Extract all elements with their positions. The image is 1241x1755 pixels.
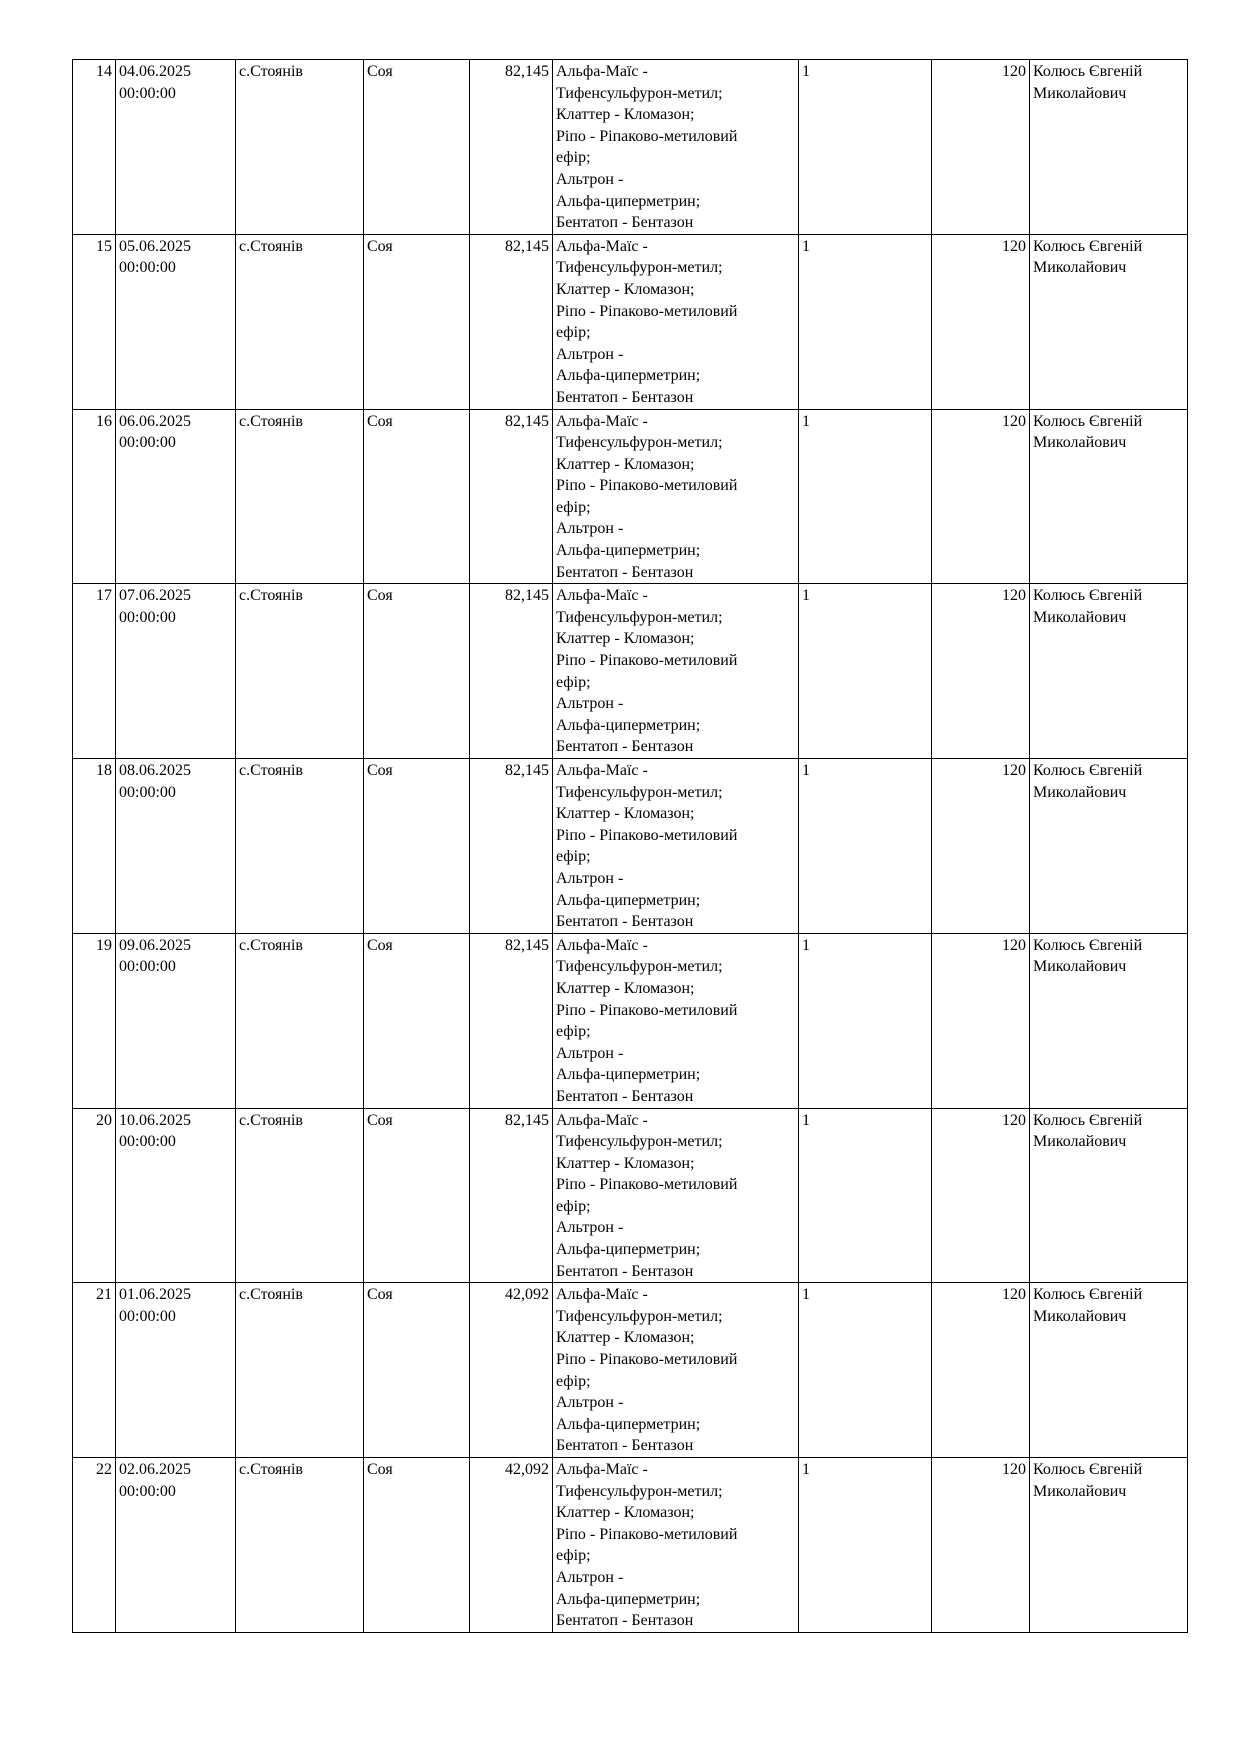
person-name: Колюсь Євгеній Миколайович: [1033, 936, 1143, 976]
table-body: [73, 60, 1188, 1633]
row-number: 22: [96, 1461, 112, 1478]
rate-cell: [932, 584, 1030, 759]
area-value: 42,092: [505, 1286, 549, 1304]
product-line: Альфа-циперметрин;: [556, 542, 701, 560]
product-line: Альфа-циперметрин;: [556, 1241, 701, 1259]
person-name: Колюсь Євгеній Миколайович: [1033, 587, 1143, 626]
rate-value: 120: [1002, 1111, 1026, 1129]
person-cell: [1030, 60, 1188, 235]
time-value: 00:00:00: [119, 1133, 176, 1151]
row-number: 17: [96, 587, 112, 605]
count-cell: [799, 759, 932, 934]
product-line: Альтрон -: [556, 695, 624, 713]
crop-cell: [364, 1458, 470, 1633]
time-value: 00:00:00: [119, 1307, 176, 1325]
product-line: Тифенсульфурон-метил;: [556, 84, 723, 102]
product-line: Тифенсульфурон-метил;: [556, 434, 723, 452]
product-line: Тифенсульфурон-метил;: [556, 1133, 723, 1151]
rate-value: 120: [1002, 587, 1026, 605]
product-line: ефір;: [556, 673, 591, 691]
area-cell: [470, 234, 553, 409]
crop-cell: [364, 1108, 470, 1283]
rate-cell: [932, 933, 1030, 1108]
products-cell: [553, 409, 799, 584]
crop-value: Соя: [367, 412, 393, 430]
crop-value: Соя: [367, 587, 393, 605]
time-value: 00:00:00: [119, 783, 176, 801]
date-cell: [116, 60, 236, 235]
rate-cell: [932, 1108, 1030, 1283]
product-line: Клаттер - Кломазон;: [556, 1329, 695, 1347]
person-name: Колюсь Євгеній Миколайович: [1033, 1461, 1143, 1500]
table-row: [73, 234, 1188, 409]
area-value: 82,145: [505, 63, 549, 80]
products-cell: [553, 1458, 799, 1633]
product-line: Альфа-Маїс -: [556, 412, 648, 430]
person-cell: [1030, 933, 1188, 1108]
rate-cell: [932, 759, 1030, 934]
product-line: Альфа-Маїс -: [556, 587, 648, 605]
table-row: [73, 759, 1188, 934]
product-line: Тифенсульфурон-метил;: [556, 783, 723, 801]
treatment-register-table: [72, 59, 1188, 1633]
product-line: Ріпо - Ріпаково-метиловий: [556, 302, 738, 320]
village-value: с.Стоянів: [239, 63, 303, 80]
crop-cell: [364, 933, 470, 1108]
row-number: 20: [96, 1111, 112, 1129]
date-value: 02.06.2025: [119, 1461, 191, 1478]
date-value: 10.06.2025: [119, 1111, 191, 1129]
document-page: [72, 59, 1187, 1633]
count-value: 1: [802, 63, 810, 80]
product-line: ефір;: [556, 498, 591, 516]
product-line: Альфа-Маїс -: [556, 936, 648, 954]
date-value: 09.06.2025: [119, 936, 191, 954]
area-value: 82,145: [505, 412, 549, 430]
product-line: Альфа-циперметрин;: [556, 1590, 701, 1608]
product-line: Ріпо - Ріпаково-метиловий: [556, 826, 738, 844]
product-line: Альфа-Маїс -: [556, 63, 648, 80]
crop-cell: [364, 60, 470, 235]
area-cell: [470, 1108, 553, 1283]
product-line: Альтрон -: [556, 345, 624, 363]
product-line: Альфа-циперметрин;: [556, 716, 701, 734]
table-row: [73, 1458, 1188, 1633]
village-cell: [236, 584, 364, 759]
product-line: Альфа-циперметрин;: [556, 367, 701, 385]
time-value: 00:00:00: [119, 958, 176, 976]
count-value: 1: [802, 1111, 810, 1129]
product-line: Клаттер - Кломазон;: [556, 1504, 695, 1522]
person-name: Колюсь Євгеній Миколайович: [1033, 1286, 1143, 1325]
product-line: Клаттер - Кломазон;: [556, 805, 695, 823]
area-cell: [470, 759, 553, 934]
product-line: Клаттер - Кломазон;: [556, 1154, 695, 1172]
person-name: Колюсь Євгеній Миколайович: [1033, 762, 1143, 801]
product-line: Тифенсульфурон-метил;: [556, 958, 723, 976]
product-line: Альфа-циперметрин;: [556, 1066, 701, 1084]
rate-value: 120: [1002, 1461, 1026, 1478]
product-line: Альфа-Маїс -: [556, 762, 648, 779]
crop-cell: [364, 234, 470, 409]
count-cell: [799, 933, 932, 1108]
product-line: Альтрон -: [556, 520, 624, 538]
time-value: 00:00:00: [119, 259, 176, 277]
rate-cell: [932, 60, 1030, 235]
date-value: 08.06.2025: [119, 762, 191, 779]
product-line: Альтрон -: [556, 869, 624, 887]
product-line: Альфа-Маїс -: [556, 1111, 648, 1129]
row-number-cell: [73, 933, 116, 1108]
date-cell: [116, 1283, 236, 1458]
village-value: с.Стоянів: [239, 762, 303, 779]
product-line: Ріпо - Ріпаково-метиловий: [556, 127, 738, 145]
product-line: Ріпо - Ріпаково-метиловий: [556, 1176, 738, 1194]
area-value: 82,145: [505, 762, 549, 779]
village-cell: [236, 234, 364, 409]
area-value: 82,145: [505, 237, 549, 255]
area-cell: [470, 933, 553, 1108]
row-number-cell: [73, 409, 116, 584]
table-row: [73, 933, 1188, 1108]
area-cell: [470, 60, 553, 235]
person-name: Колюсь Євгеній Миколайович: [1033, 1111, 1143, 1151]
rate-value: 120: [1002, 412, 1026, 430]
row-number-cell: [73, 1283, 116, 1458]
product-line: Альфа-Маїс -: [556, 1461, 648, 1478]
village-cell: [236, 933, 364, 1108]
product-line: ефір;: [556, 848, 591, 866]
count-cell: [799, 409, 932, 584]
products-cell: [553, 234, 799, 409]
count-cell: [799, 1283, 932, 1458]
crop-value: Соя: [367, 237, 393, 255]
date-cell: [116, 234, 236, 409]
crop-value: Соя: [367, 936, 393, 954]
count-cell: [799, 1108, 932, 1283]
row-number: 15: [96, 237, 112, 255]
time-value: 00:00:00: [119, 1482, 176, 1500]
row-number-cell: [73, 1108, 116, 1283]
date-value: 01.06.2025: [119, 1286, 191, 1304]
table-row: [73, 60, 1188, 235]
product-line: Тифенсульфурон-метил;: [556, 1482, 723, 1500]
area-value: 82,145: [505, 587, 549, 605]
product-line: Альфа-циперметрин;: [556, 891, 701, 909]
row-number-cell: [73, 584, 116, 759]
row-number-cell: [73, 234, 116, 409]
product-line: Клаттер - Кломазон;: [556, 630, 695, 648]
rate-value: 120: [1002, 936, 1026, 954]
product-line: Бентатоп - Бентазон: [556, 1262, 694, 1280]
person-name: Колюсь Євгеній Миколайович: [1033, 412, 1143, 452]
product-line: Бентатоп - Бентазон: [556, 1087, 694, 1105]
person-cell: [1030, 759, 1188, 934]
product-line: Тифенсульфурон-метил;: [556, 608, 723, 626]
date-cell: [116, 409, 236, 584]
crop-cell: [364, 409, 470, 584]
date-value: 07.06.2025: [119, 587, 191, 605]
product-line: ефір;: [556, 324, 591, 342]
time-value: 00:00:00: [119, 608, 176, 626]
date-value: 06.06.2025: [119, 412, 191, 430]
product-line: ефір;: [556, 149, 591, 167]
area-value: 82,145: [505, 1111, 549, 1129]
rate-cell: [932, 1458, 1030, 1633]
area-cell: [470, 584, 553, 759]
area-cell: [470, 1458, 553, 1633]
area-value: 82,145: [505, 936, 549, 954]
row-number: 14: [96, 63, 112, 80]
product-line: Ріпо - Ріпаково-метиловий: [556, 477, 738, 495]
crop-cell: [364, 1283, 470, 1458]
village-cell: [236, 60, 364, 235]
row-number: 21: [96, 1286, 112, 1304]
rate-value: 120: [1002, 762, 1026, 779]
products-cell: [553, 933, 799, 1108]
product-line: Клаттер - Кломазон;: [556, 106, 695, 124]
person-cell: [1030, 1283, 1188, 1458]
product-line: Альтрон -: [556, 1044, 624, 1062]
table-row: [73, 1108, 1188, 1283]
product-line: Альтрон -: [556, 1394, 624, 1412]
count-value: 1: [802, 762, 810, 779]
product-line: Бентатоп - Бентазон: [556, 563, 694, 581]
crop-cell: [364, 584, 470, 759]
product-line: Альфа-циперметрин;: [556, 1415, 701, 1433]
count-cell: [799, 234, 932, 409]
date-value: 05.06.2025: [119, 237, 191, 255]
row-number: 16: [96, 412, 112, 430]
product-line: Ріпо - Ріпаково-метиловий: [556, 1351, 738, 1369]
village-value: с.Стоянів: [239, 1111, 303, 1129]
row-number: 18: [96, 762, 112, 779]
village-cell: [236, 409, 364, 584]
count-cell: [799, 1458, 932, 1633]
village-cell: [236, 759, 364, 934]
village-cell: [236, 1108, 364, 1283]
village-value: с.Стоянів: [239, 587, 303, 605]
crop-value: Соя: [367, 762, 393, 779]
products-cell: [553, 1283, 799, 1458]
product-line: Клаттер - Кломазон;: [556, 979, 695, 997]
product-line: Альфа-Маїс -: [556, 1286, 648, 1304]
products-cell: [553, 759, 799, 934]
person-name: Колюсь Євгеній Миколайович: [1033, 237, 1143, 277]
village-value: с.Стоянів: [239, 1286, 303, 1304]
product-line: Альтрон -: [556, 170, 624, 188]
count-value: 1: [802, 1286, 810, 1304]
table-row: [73, 584, 1188, 759]
product-line: Тифенсульфурон-метил;: [556, 1307, 723, 1325]
product-line: Альтрон -: [556, 1568, 624, 1586]
product-line: ефір;: [556, 1547, 591, 1565]
product-line: Бентатоп - Бентазон: [556, 913, 694, 931]
row-number: 19: [96, 936, 112, 954]
count-value: 1: [802, 1461, 810, 1478]
date-cell: [116, 1458, 236, 1633]
product-line: Клаттер - Кломазон;: [556, 280, 695, 298]
person-cell: [1030, 584, 1188, 759]
product-line: Альтрон -: [556, 1219, 624, 1237]
rate-cell: [932, 234, 1030, 409]
product-line: ефір;: [556, 1197, 591, 1215]
person-cell: [1030, 1108, 1188, 1283]
rate-cell: [932, 1283, 1030, 1458]
person-cell: [1030, 1458, 1188, 1633]
date-cell: [116, 584, 236, 759]
product-line: Альфа-Маїс -: [556, 237, 648, 255]
row-number-cell: [73, 759, 116, 934]
row-number-cell: [73, 60, 116, 235]
area-cell: [470, 409, 553, 584]
person-name: Колюсь Євгеній Миколайович: [1033, 63, 1143, 102]
time-value: 00:00:00: [119, 84, 176, 102]
crop-value: Соя: [367, 1286, 393, 1304]
product-line: ефір;: [556, 1023, 591, 1041]
date-cell: [116, 1108, 236, 1283]
products-cell: [553, 60, 799, 235]
row-number-cell: [73, 1458, 116, 1633]
rate-value: 120: [1002, 237, 1026, 255]
crop-value: Соя: [367, 63, 393, 80]
crop-cell: [364, 759, 470, 934]
product-line: Бентатоп - Бентазон: [556, 214, 694, 232]
product-line: Альфа-циперметрин;: [556, 192, 701, 210]
date-cell: [116, 759, 236, 934]
product-line: Ріпо - Ріпаково-метиловий: [556, 652, 738, 670]
time-value: 00:00:00: [119, 434, 176, 452]
count-cell: [799, 60, 932, 235]
crop-value: Соя: [367, 1461, 393, 1478]
product-line: Ріпо - Ріпаково-метиловий: [556, 1525, 738, 1543]
village-value: с.Стоянів: [239, 1461, 303, 1478]
count-value: 1: [802, 587, 810, 605]
village-value: с.Стоянів: [239, 412, 303, 430]
products-cell: [553, 584, 799, 759]
date-value: 04.06.2025: [119, 63, 191, 80]
products-cell: [553, 1108, 799, 1283]
count-value: 1: [802, 412, 810, 430]
count-cell: [799, 584, 932, 759]
person-cell: [1030, 409, 1188, 584]
product-line: Бентатоп - Бентазон: [556, 388, 694, 406]
product-line: Клаттер - Кломазон;: [556, 455, 695, 473]
village-value: с.Стоянів: [239, 237, 303, 255]
product-line: Тифенсульфурон-метил;: [556, 259, 723, 277]
product-line: Бентатоп - Бентазон: [556, 1437, 694, 1455]
date-cell: [116, 933, 236, 1108]
table-row: [73, 1283, 1188, 1458]
product-line: Ріпо - Ріпаково-метиловий: [556, 1001, 738, 1019]
count-value: 1: [802, 237, 810, 255]
village-value: с.Стоянів: [239, 936, 303, 954]
village-cell: [236, 1458, 364, 1633]
crop-value: Соя: [367, 1111, 393, 1129]
person-cell: [1030, 234, 1188, 409]
product-line: Бентатоп - Бентазон: [556, 1612, 694, 1630]
rate-value: 120: [1002, 1286, 1026, 1304]
village-cell: [236, 1283, 364, 1458]
area-value: 42,092: [505, 1461, 549, 1478]
rate-cell: [932, 409, 1030, 584]
table-row: [73, 409, 1188, 584]
product-line: ефір;: [556, 1372, 591, 1390]
product-line: Бентатоп - Бентазон: [556, 738, 694, 756]
count-value: 1: [802, 936, 810, 954]
rate-value: 120: [1002, 63, 1026, 80]
area-cell: [470, 1283, 553, 1458]
